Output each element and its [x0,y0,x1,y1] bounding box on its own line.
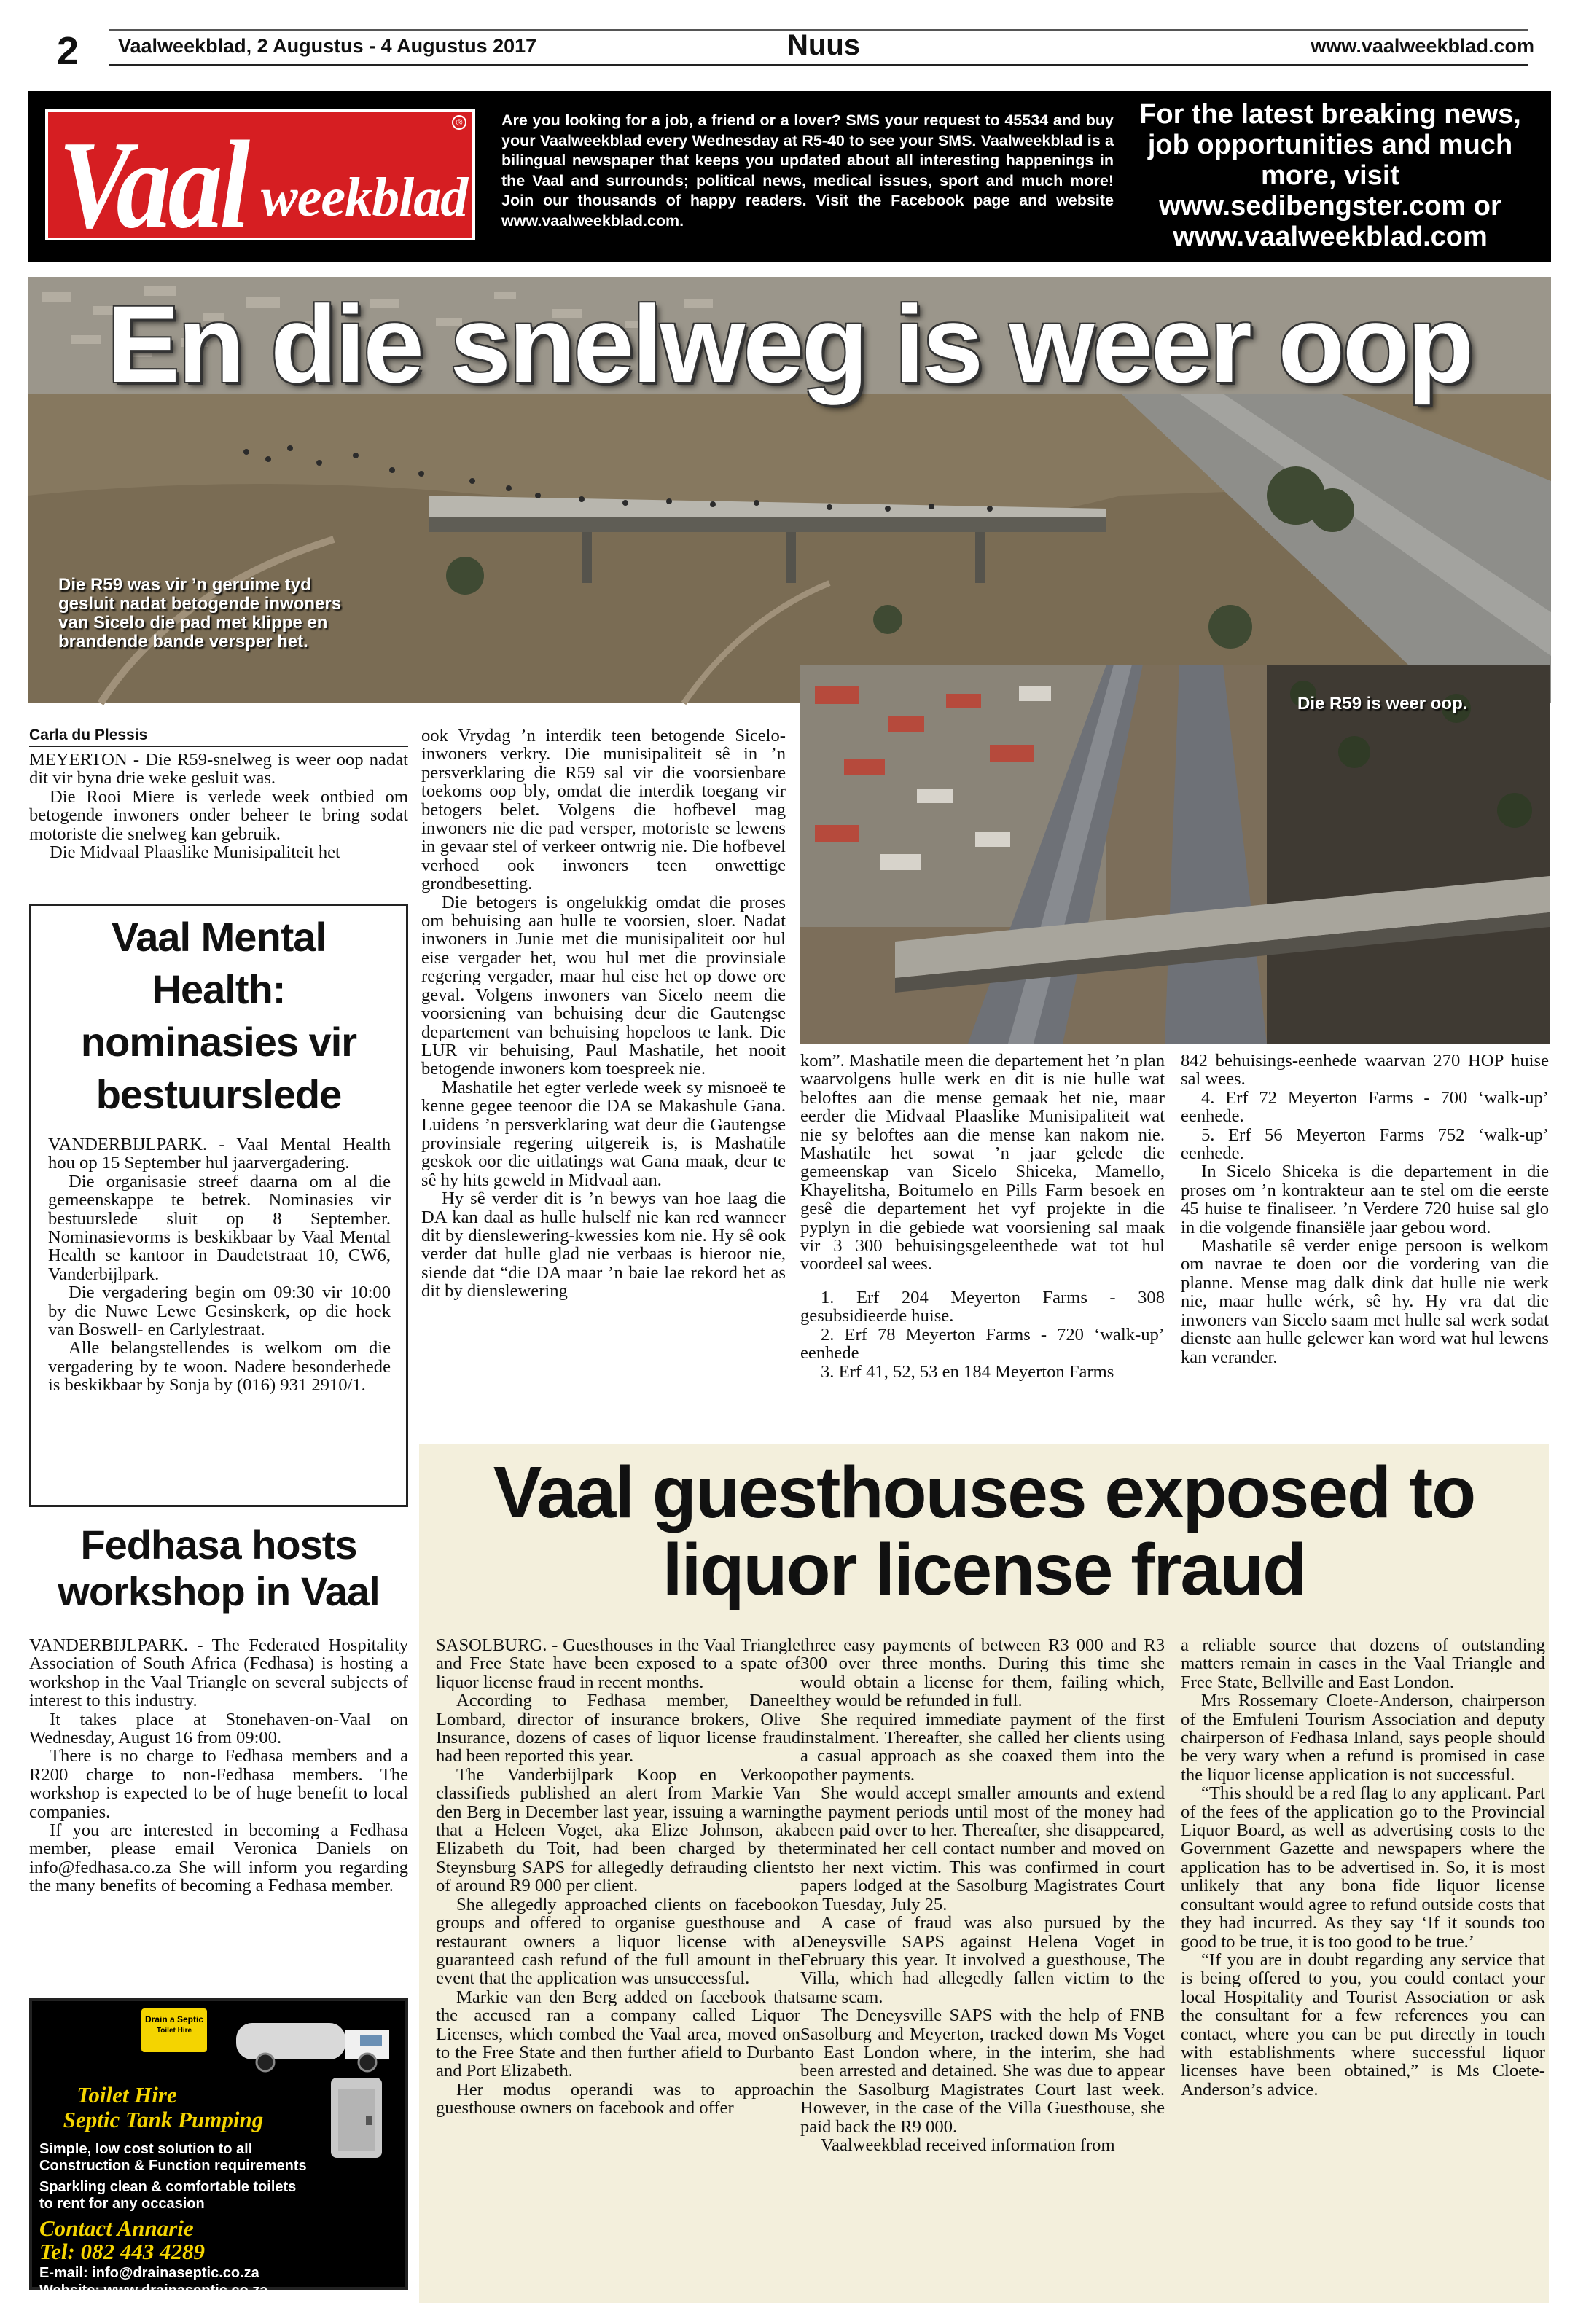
paragraph: She required immediate payment of the first instalment. Thereafter, she called her clients using a casual approach as she coaxed them into the other payments. [800,1709,1165,1785]
truck-icon [236,2008,404,2074]
mental-health-headline: Vaal Mental Health: nominasies vir bestuurslede [80,914,357,1117]
paragraph: Vaalweekblad received information from [821,2135,1115,2155]
paragraph: 5. Erf 56 Meyerton Farms 752 ‘walk-up’ eenhede. [1181,1124,1549,1164]
mental-health-body [48,1135,391,1395]
paragraph: Mashatile het egter verlede week sy misnoeë te kenne gegee teenoor die DA se Makashule Gana. Luidens ʼn persverklaring wat deur die Gautengse provinsiale regering uitgereik is, is Mashatile geskok oor die uitlatings wat Gana maak, deur te sê hy hits geweld in Midvaal aan. [421,1077,786,1190]
paragraph: Die organisasie streef daarna om al die gemeenskappe te betrek. Nominasies vir bestuurslede sluit op 8 September. Nominasievorms is beskikbaar by Vaal Mental Health se kantoor in Daudetstraat 10, CW6, Vanderbijlpark. [48,1171,391,1284]
paragraph: A case of fraud was also pursued by the Deneysville SAPS against Helena Voget in February this year. It involved a guesthouse, The Villa, which had allegedly fallen victim to the same scam. [800,1913,1165,2007]
paragraph: 1. Erf 204 Meyerton Farms - 308 gesubsidieerde huise. [800,1287,1165,1326]
lead-headline: En die snelweg is weer oop [106,283,1472,405]
page-number: 2 [57,29,79,73]
paragraph: Mashatile sê verder enige persoon is welkom om navrae te doen oor die vordering van die planne. Mense mag dalk dink dat hulle nie werk nie, maar hulle wérk, sê hy. Hy vra dat die inwoners van Sicelo saam met hulle sal werk sodat dienste aan hulle gelewer kan word wat hul lewens kan verander. [1181,1236,1549,1367]
guesthouses-column-3 [1181,1636,1545,2099]
section-label: Nuus [787,29,860,61]
paragraph: MEYERTON - Die R59-snelweg is weer oop nadat dit vir byna drie weke gesluit was. [29,750,408,789]
folio-bottom-rule [109,64,1528,66]
logo-weekblad-text: weekblad [261,167,468,228]
paragraph: She allegedly approached clients on facebook groups and offered to organise guesthouse and restaurant owners a liquor license with a guaranteed cash refund of the full amount in the event that the application was unsuccessful. [436,1894,800,1989]
paragraph: Hy sê verder dit is ʼn bewys van hoe laag die DA kan daal as hulle hulself nie kan red wanneer dit by dienslewering-kwessies kom nie. Hy sê ook verder dat hulle glad nie verbaas is hieroor nie, siende dat “die DA maar ʼn baie lae rekord het as dit by dienslewering [421,1189,786,1302]
advert-line2: Septic Tank Pumping [63,2107,264,2132]
guesthouses-column-2 [800,1636,1165,2154]
guesthouses-headline: Vaal guesthouses exposed to liquor license fraud [493,1452,1475,1611]
lead-story-column-3 [800,1052,1165,1381]
paragraph: SASOLBURG. - Guesthouses in the Vaal Triangle and Free State have been exposed to a spate of liquor license fraud in recent months. [436,1635,800,1692]
paragraph: Mrs Rossemary Cloete-Anderson, chairperson of the Emfuleni Tourism Association and deputy chairperson of Fedhasa Inland, says people should be very wary when a refund is promised in case the liquor license application is not successful. [1181,1691,1545,1785]
paragraph: According to Fedhasa member, Daneel Lombard, director of insurance brokers, Olive Insurance, dozens of cases of liquor license fraud had been reported this year. [436,1691,800,1767]
website-promo: For the latest breaking news, job opportunities and much more, visit www.sedibengster.com or www.vaalweekblad.com [1139,99,1521,252]
paragraph: 842 behuisings-eenhede waarvan 270 HOP huise sal wees. [1181,1051,1549,1089]
logo-vaal-text: Vaal [58,115,248,255]
advert-phone[interactable]: Tel: 082 443 4289 [39,2239,206,2264]
paragraph: Her modus operandi was to approach guesthouse owners on facebook and offer [436,2079,800,2118]
paragraph: It takes place at Stonehaven-on-Vaal on Wednesday, August 16 from 09:00. [29,1709,408,1748]
hero-photo-caption: Die R59 was vir ʼn geruime tyd gesluit nadat betogende inwoners van Sicelo die pad met klippe en brandende bande versper het. [58,575,342,652]
paragraph: 2. Erf 78 Meyerton Farms - 720 ‘walk-up’ eenhede [800,1324,1165,1364]
paragraph: VANDERBIJLPARK. - The Federated Hospitality Association of South Africa (Fedhasa) is hosting a workshop in the Vaal Triangle on several subjects of interest to this industry. [29,1635,408,1711]
lead-story-column-1 [29,751,408,861]
paragraph: ook Vrydag ʼn interdik teen betogende Sicelo-inwoners verkry. Die munisipaliteit sê in ʼn persverklaring die R59 sal vir die voorsienbare toekoms oop bly, omdat die interdik toegang vir betogers belet. Volgens die hofbevel mag inwoners nie die pad versper, motoriste se lewens in gevaar stel of verkeer ontwrig nie. Die hofbevel verhoed ook inwoners teen onwettige grondbesetting. [421,726,786,894]
issue-date: Vaalweekblad, 2 Augustus - 4 Augustus 2017 [118,35,537,57]
header-url[interactable]: www.vaalweekblad.com [1311,35,1534,57]
paragraph: Die vergadering begin om 09:30 vir 10:00 by die Nuwe Lewe Gesinskerk, op die hoek van Boswell- en Carlylestraat. [48,1283,391,1340]
paragraph: “If you are in doubt regarding any service that is being offered to you, you could contact your local Hospitality and Tourist Association or ask the consultant for a few references you can contact, where you can be put directly in touch with establishments where successful liquor licenses have been obtained,” is Ms Cloete-Anderson’s advice. [1181,1949,1545,2100]
paragraph: three easy payments of between R3 000 and R3 300 over three months. During this time she would obtain a license for them, failing which, they would be refunded in full. [800,1635,1165,1711]
advert-text2: Sparkling clean & comfortable toilets to rent for any occasion [39,2179,297,2212]
paragraph: 4. Erf 72 Meyerton Farms - 700 ‘walk-up’ eenhede. [1181,1087,1549,1127]
highway-photo [800,665,1550,1044]
paragraph: VANDERBIJLPARK. - Vaal Mental Health hou op 15 September hul jaarvergadering. [48,1135,391,1173]
paragraph: Alle belangstellendes is welkom om die vergadering by te woon. Nadere besonderhede is beskikbaar by Sonja by (016) 931 2910/1. [48,1338,391,1396]
fedhasa-headline: Fedhasa hosts workshop in Vaal [58,1522,380,1614]
portable-toilet-icon [309,2074,404,2161]
guesthouses-column-1 [436,1636,800,2118]
lead-story-column-4 [1181,1052,1549,1366]
advert-logo [141,2008,207,2052]
paragraph: kom”. Mashatile meen die departement het ʼn plan waarvolgens hulle werk en dit is nie hulle wat beloftes aan die mense gemaak het nie, maar eerder die Midvaal Plaaslike Munisipaliteit wat nie sy beloftes aan die mense kan nakom nie. Mashatile het sowat ʼn jaar gelede die gemeenskap van Sicelo Shiceka, Mamello, Khayelitsha, Boitumelo en Pills Farm besoek en gesê die departement het vyf projekte in die pyplyn in die gebiede wat voorsiening sal maak vir 3 300 behuisingsgeleenthede wat tot hul voordeel sal wees. [800,1051,1165,1275]
advert-brand-sub: Toilet Hire [156,2027,192,2035]
paragraph: Die Midvaal Plaaslike Munisipaliteit het [50,842,340,863]
paragraph: “This should be a red flag to any applicant. Part of the fees of the application go to the Provincial Liquor Board, as well as advertising costs to the Government Gazette and newspapers where the application has to be advertised in. So, it is most unlikely that any bona fide liquor license consultant would agree to refund outside costs that they had incurred. As they say ‘If it sounds too good to be true, it is too good to be true.’ [1181,1783,1545,1952]
paragraph: The Vanderbijlpark Koop en Verkoop classifieds published an alert from Markie Van den Berg in December last year, issuing a warning that a Heleen Voget, aka Elize Johnson, aka Elizabeth du Toit, had been charged by the Steynsburg SAPS for allegedly defrauding clients of around R9 000 per client. [436,1764,800,1896]
byline: Carla du Plessis [29,725,408,747]
sms-promo-text: Are you looking for a job, a friend or a lover? SMS your request to 45534 and buy your Vaalweekblad every Wednesday at R5-40 to see your SMS. Vaalweekblad is a bilingual newspaper that keeps you updated about all interesting happenings in the Vaal and surrounds; political news, medical issues, sport and much more! Join our thousands of happy readers. Visit the Facebook page and website www.vaalweekblad.com. [501,111,1114,230]
paragraph: In Sicelo Shiceka is die departement in die proses om ʼn kontrakteur aan te stel om die eerste 45 huise te finaliseer. ʼn Verdere 720 huise sal glo in die volgende finansiële jaar gebou word. [1181,1162,1549,1237]
newspaper-logo [45,109,475,255]
advert-brand: Drain a Septic [144,2014,204,2024]
paragraph: She would accept smaller amounts and extend the payment periods until most of the money had been paid over to her. Thereafter, she disappeared, terminated her cell contact number and moved on to her next victim. This was confirmed in court papers lodged at the Sasolburg Magistrates Court on Tuesday, July 25. [800,1783,1165,1914]
registered-mark-icon: ® [452,115,466,130]
highway-photo-caption: Die R59 is weer oop. [1297,694,1468,713]
advert-contact: Contact Annarie [39,2215,194,2241]
paragraph: The Deneysville SAPS with the help of FNB Sasolburg and Meyerton, tracked down Ms Voget to East London where, in the interim, she had been arrested and detained. She was due to appear in the Sasolburg Magistrates Court last week. However, in the case of the Villa Guesthouse, she paid back the R9 000. [800,2006,1165,2137]
advert-website[interactable]: Website: www.drainaseptic.co.za [39,2282,268,2298]
advert-email[interactable]: E-mail: info@drainaseptic.co.za [39,2265,259,2281]
drain-a-septic-advert[interactable] [29,1998,408,2298]
paragraph: Die Rooi Miere is verlede week ontbied om betogende inwoners onder beheer te bring sodat motoriste die snelweg kan gebruik. [29,786,408,844]
advert-text1: Simple, low cost solution to all Construction & Function requirements [39,2141,307,2174]
paragraph: If you are interested in becoming a Fedhasa member, please email Veronica Daniels on info@fedhasa.co.za She will inform you regarding the many benefits of becoming a Fedhasa member. [29,1820,408,1896]
lead-story-column-2 [421,727,786,1301]
paragraph: Markie van den Berg added on facebook that the accused ran a company called Liquor Licenses, which combed the Vaal area, moved on to the Free State and then further afield to Durban and Port Elizabeth. [436,1987,800,2081]
fedhasa-body [29,1636,408,1895]
paragraph: a reliable source that dozens of outstanding matters remain in cases in the Vaal Triangle and Free State, Bellville and East London. [1181,1635,1545,1692]
advert-line1: Toilet Hire [77,2082,177,2108]
paragraph: There is no charge to Fedhasa members and a R200 charge to non-Fedhasa members. The workshop is expected to be of huge benefit to local companies. [29,1746,408,1822]
paragraph: 3. Erf 41, 52, 53 en 184 Meyerton Farms [821,1361,1114,1382]
paragraph: Die betogers is ongelukkig omdat die proses om behuising aan hulle te voorsien, sloer. Nadat inwoners in Junie met die munisipaliteit oor hul eise vergader het, wou hul met die provinsiale regering vergader, maar hul eise het op dowe ore geval. Volgens inwoners van Sicelo neem die voorsiening van behuising deur die Gautengse departement van behuising hopeloos te lank. Die LUR vir behuising, Paul Mashatile, het nooit betogende inwoners kom toespreek nie. [421,892,786,1079]
